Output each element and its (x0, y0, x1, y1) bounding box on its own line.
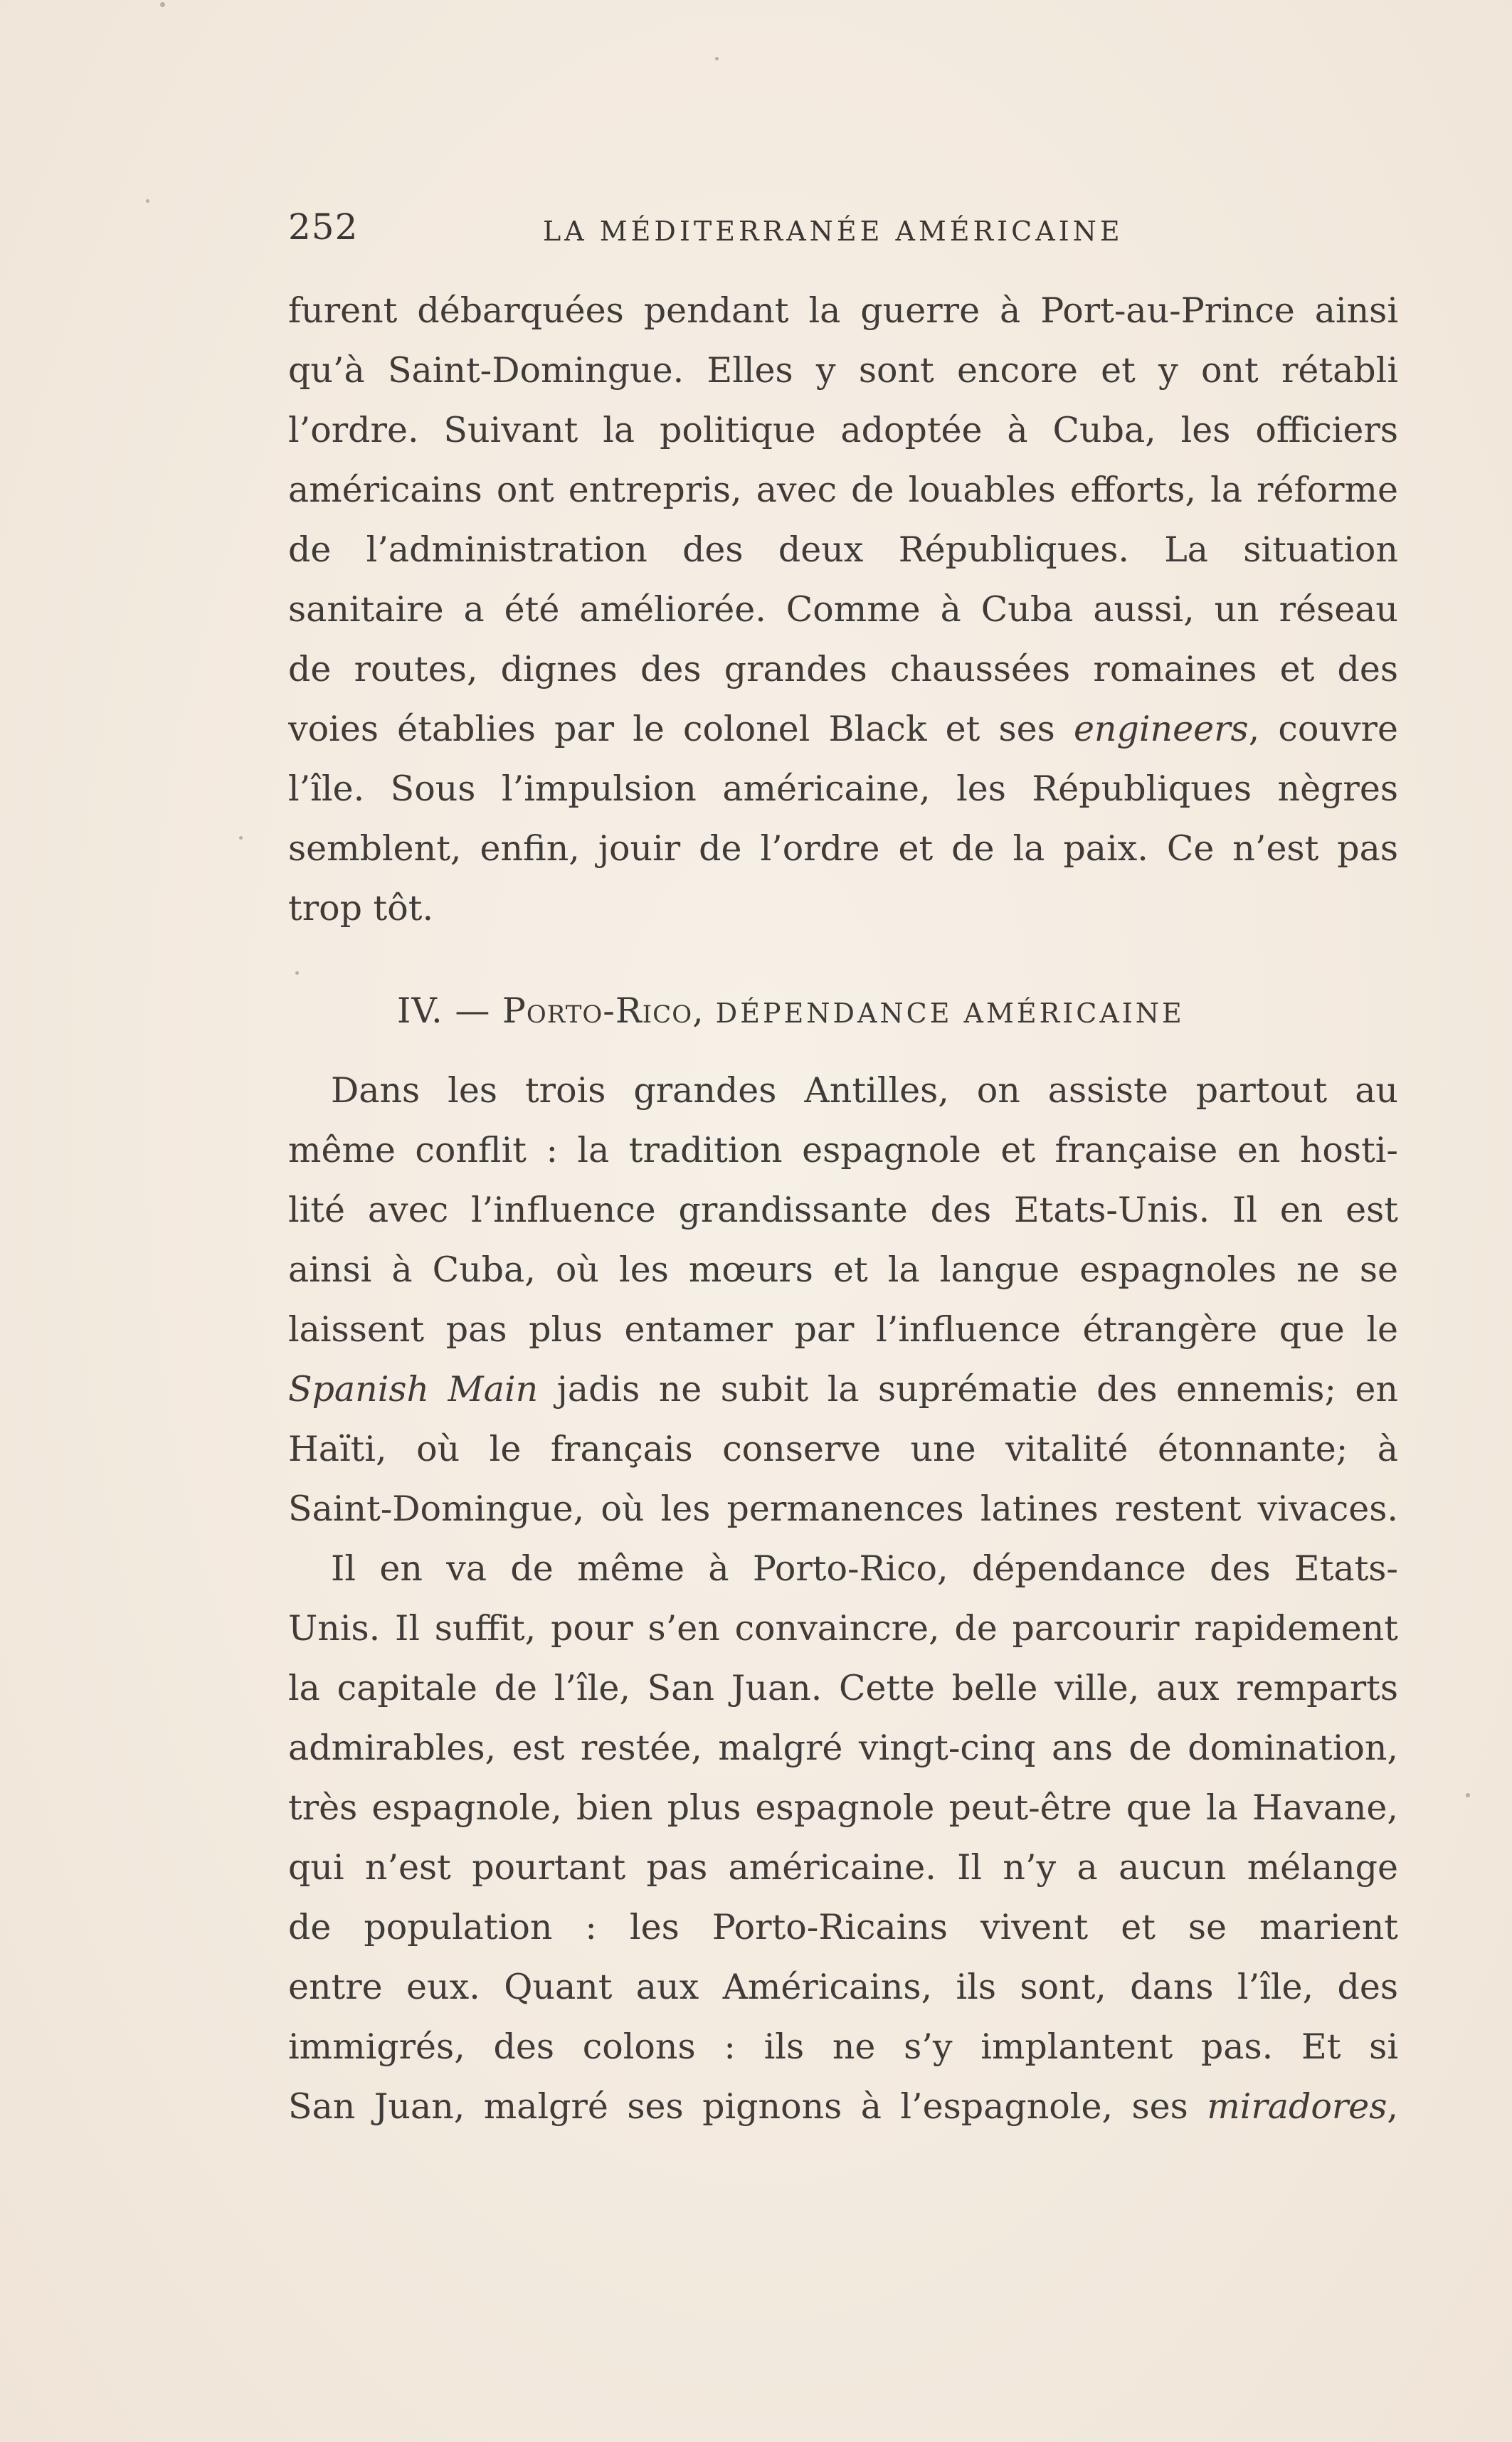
paper-speck (146, 199, 149, 203)
text-segment: , couvre (1248, 709, 1398, 749)
text-line: immigrés, des colons : ils ne s’y implantent pas. Et si (288, 2026, 1398, 2067)
text-line (288, 699, 1398, 759)
section-heading (288, 981, 1398, 1041)
text-line: Saint-Domingue, où les permanences latines restent vivaces. (288, 1489, 1398, 1529)
text-line: même conflit : la tradition espagnole et française en hosti- (288, 1130, 1398, 1170)
text-segment: San Juan, malgré ses pignons à l’espagnole, ses (288, 2086, 1207, 2127)
text-line: ainsi à Cuba, où les mœurs et la langue espagnoles ne se (288, 1249, 1398, 1290)
text-line (288, 2077, 1398, 2137)
text-line: admirables, est restée, malgré vingt-cinq ans de domination, (288, 1728, 1398, 1768)
text-line: Unis. Il suffit, pour s’en convaincre, de parcourir rapidement (288, 1608, 1398, 1649)
text-segment: jadis ne subit la suprématie des ennemis; en (538, 1369, 1398, 1410)
text-segment: , (1387, 2086, 1398, 2127)
page-number: 252 (288, 206, 359, 248)
text-line: Il en va de même à Porto-Rico, dépendance des Etats- (331, 1548, 1398, 1589)
text-line: de l’administration des deux Républiques. La situation (288, 529, 1398, 570)
text-line: semblent, enfin, jouir de l’ordre et de la paix. Ce n’est pas (288, 828, 1398, 869)
text-line: de population : les Porto-Ricains vivent et se marient (288, 1907, 1398, 1947)
text-line: l’ordre. Suivant la politique adoptée à Cuba, les officiers (288, 410, 1398, 450)
paper-speck (239, 836, 243, 840)
body-text (288, 281, 1398, 2137)
text-line: Dans les trois grandes Antilles, on assiste partout au (331, 1070, 1398, 1111)
text-line: très espagnole, bien plus espagnole peut-être que la Havane, (288, 1787, 1398, 1828)
paper-speck (160, 2, 165, 7)
italic-term: Spanish Main (288, 1369, 539, 1410)
running-title: LA MÉDITERRANÉE AMÉRICAINE (543, 216, 1124, 247)
text-line (288, 1360, 1398, 1420)
text-line: Haïti, où le français conserve une vitalité étonnante; à (288, 1429, 1398, 1469)
text-line: laissent pas plus entamer par l’influence étrangère que le (288, 1309, 1398, 1350)
paper-speck (715, 57, 719, 60)
text-line: sanitaire a été améliorée. Comme à Cuba aussi, un réseau (288, 589, 1398, 630)
text-line: furent débarquées pendant la guerre à Port-au-Prince ainsi (288, 290, 1398, 331)
text-line: entre eux. Quant aux Américains, ils sont, dans l’île, des (288, 1967, 1398, 2007)
text-line: l’île. Sous l’impulsion américaine, les Républiques nègres (288, 768, 1398, 809)
paragraph (288, 1061, 1398, 1539)
text-line: trop tôt. (288, 888, 434, 929)
page-header (288, 206, 1398, 263)
section-numeral: IV. — (397, 990, 502, 1031)
text-line: de routes, dignes des grandes chaussées romaines et des (288, 649, 1398, 689)
text-line: lité avec l’influence grandissante des Etats-Unis. Il en est (288, 1190, 1398, 1230)
text-segment: voies établies par le colonel Black et ses (288, 709, 1074, 749)
section-subtitle: DÉPENDANCE AMÉRICAINE (704, 998, 1185, 1029)
section-title: Porto-Rico, (502, 990, 704, 1031)
text-line: américains ont entrepris, avec de louables efforts, la réforme (288, 470, 1398, 510)
paragraph (288, 281, 1398, 939)
text-line: qu’à Saint-Domingue. Elles y sont encore et y ont rétabli (288, 350, 1398, 391)
paper-speck (1466, 1793, 1470, 1797)
text-line: la capitale de l’île, San Juan. Cette belle ville, aux remparts (288, 1668, 1398, 1708)
italic-term: miradores (1207, 2086, 1387, 2127)
paragraph (288, 1539, 1398, 2137)
italic-term: engineers (1073, 709, 1249, 749)
text-line: qui n’est pourtant pas américaine. Il n’y a aucun mélange (288, 1847, 1398, 1888)
